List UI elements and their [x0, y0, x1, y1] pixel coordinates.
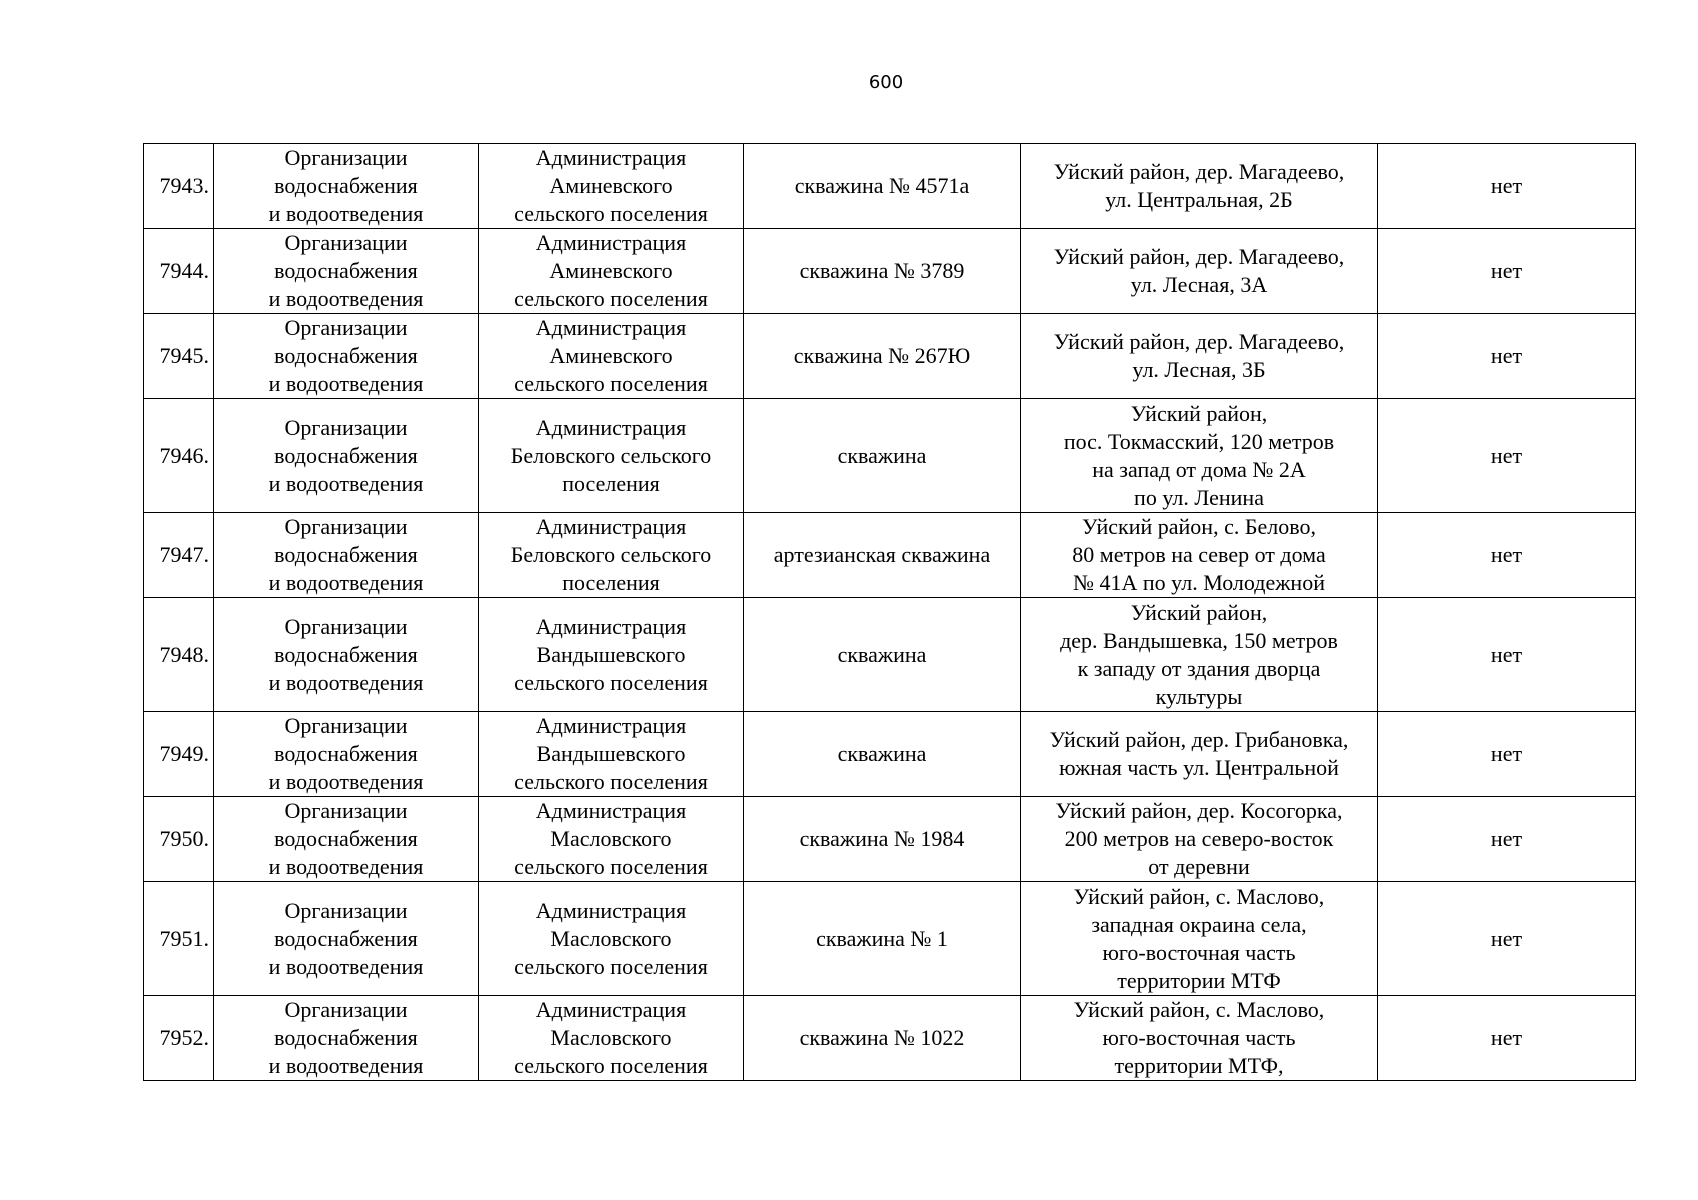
organization-type: Организации водоснабжения и водоотведения — [214, 797, 479, 882]
flag-value: нет — [1378, 797, 1636, 882]
object-name: артезианская скважина — [744, 513, 1021, 598]
organization-type: Организации водоснабжения и водоотведения — [214, 144, 479, 229]
flag-value: нет — [1378, 314, 1636, 399]
organization-type: Организации водоснабжения и водоотведения — [214, 314, 479, 399]
address: Уйский район, с. Маслово, западная окраина села, юго-восточная часть территории МТФ — [1021, 882, 1378, 996]
flag-value: нет — [1378, 996, 1636, 1081]
object-name: скважина № 3789 — [744, 229, 1021, 314]
address: Уйский район, с. Белово, 80 метров на север от дома № 41А по ул. Молодежной — [1021, 513, 1378, 598]
row-number: 7946. — [144, 399, 214, 513]
object-name: скважина № 1 — [744, 882, 1021, 996]
address: Уйский район, дер. Вандышевка, 150 метров к западу от здания дворца культуры — [1021, 598, 1378, 712]
table-row — [144, 712, 1636, 797]
row-number: 7952. — [144, 996, 214, 1081]
row-number: 7950. — [144, 797, 214, 882]
object-name: скважина № 1984 — [744, 797, 1021, 882]
row-number: 7948. — [144, 598, 214, 712]
owner: Администрация Масловского сельского поселения — [479, 797, 744, 882]
table-row — [144, 229, 1636, 314]
organization-type: Организации водоснабжения и водоотведения — [214, 882, 479, 996]
table-row — [144, 598, 1636, 712]
owner: Администрация Масловского сельского поселения — [479, 996, 744, 1081]
address: Уйский район, с. Маслово, юго-восточная часть территории МТФ, — [1021, 996, 1378, 1081]
address: Уйский район, дер. Косогорка, 200 метров на северо-восток от деревни — [1021, 797, 1378, 882]
row-number: 7943. — [144, 144, 214, 229]
object-name: скважина — [744, 712, 1021, 797]
table-row — [144, 314, 1636, 399]
flag-value: нет — [1378, 229, 1636, 314]
owner: Администрация Аминевского сельского поселения — [479, 314, 744, 399]
page-number: 600 — [868, 72, 904, 93]
flag-value: нет — [1378, 513, 1636, 598]
organization-type: Организации водоснабжения и водоотведения — [214, 712, 479, 797]
row-number: 7947. — [144, 513, 214, 598]
registry-table — [143, 143, 1636, 1081]
organization-type: Организации водоснабжения и водоотведения — [214, 399, 479, 513]
address: Уйский район, дер. Грибановка, южная часть ул. Центральной — [1021, 712, 1378, 797]
address: Уйский район, пос. Токмасский, 120 метров на запад от дома № 2А по ул. Ленина — [1021, 399, 1378, 513]
object-name: скважина — [744, 598, 1021, 712]
table-row — [144, 996, 1636, 1081]
flag-value: нет — [1378, 399, 1636, 513]
owner: Администрация Аминевского сельского поселения — [479, 229, 744, 314]
flag-value: нет — [1378, 144, 1636, 229]
flag-value: нет — [1378, 598, 1636, 712]
table-row — [144, 144, 1636, 229]
object-name: скважина № 4571а — [744, 144, 1021, 229]
organization-type: Организации водоснабжения и водоотведения — [214, 513, 479, 598]
object-name: скважина № 267Ю — [744, 314, 1021, 399]
address: Уйский район, дер. Магадеево, ул. Лесная, 3А — [1021, 229, 1378, 314]
row-number: 7944. — [144, 229, 214, 314]
organization-type: Организации водоснабжения и водоотведения — [214, 996, 479, 1081]
flag-value: нет — [1378, 712, 1636, 797]
owner: Администрация Масловского сельского поселения — [479, 882, 744, 996]
organization-type: Организации водоснабжения и водоотведения — [214, 598, 479, 712]
table-row — [144, 399, 1636, 513]
owner: Администрация Вандышевского сельского поселения — [479, 712, 744, 797]
owner: Администрация Беловского сельского поселения — [479, 513, 744, 598]
object-name: скважина № 1022 — [744, 996, 1021, 1081]
owner: Администрация Аминевского сельского поселения — [479, 144, 744, 229]
table-row — [144, 797, 1636, 882]
address: Уйский район, дер. Магадеево, ул. Лесная, 3Б — [1021, 314, 1378, 399]
owner: Администрация Вандышевского сельского поселения — [479, 598, 744, 712]
owner: Администрация Беловского сельского поселения — [479, 399, 744, 513]
address: Уйский район, дер. Магадеево, ул. Центральная, 2Б — [1021, 144, 1378, 229]
table-row — [144, 882, 1636, 996]
row-number: 7951. — [144, 882, 214, 996]
table-row — [144, 513, 1636, 598]
organization-type: Организации водоснабжения и водоотведения — [214, 229, 479, 314]
flag-value: нет — [1378, 882, 1636, 996]
object-name: скважина — [744, 399, 1021, 513]
row-number: 7949. — [144, 712, 214, 797]
row-number: 7945. — [144, 314, 214, 399]
